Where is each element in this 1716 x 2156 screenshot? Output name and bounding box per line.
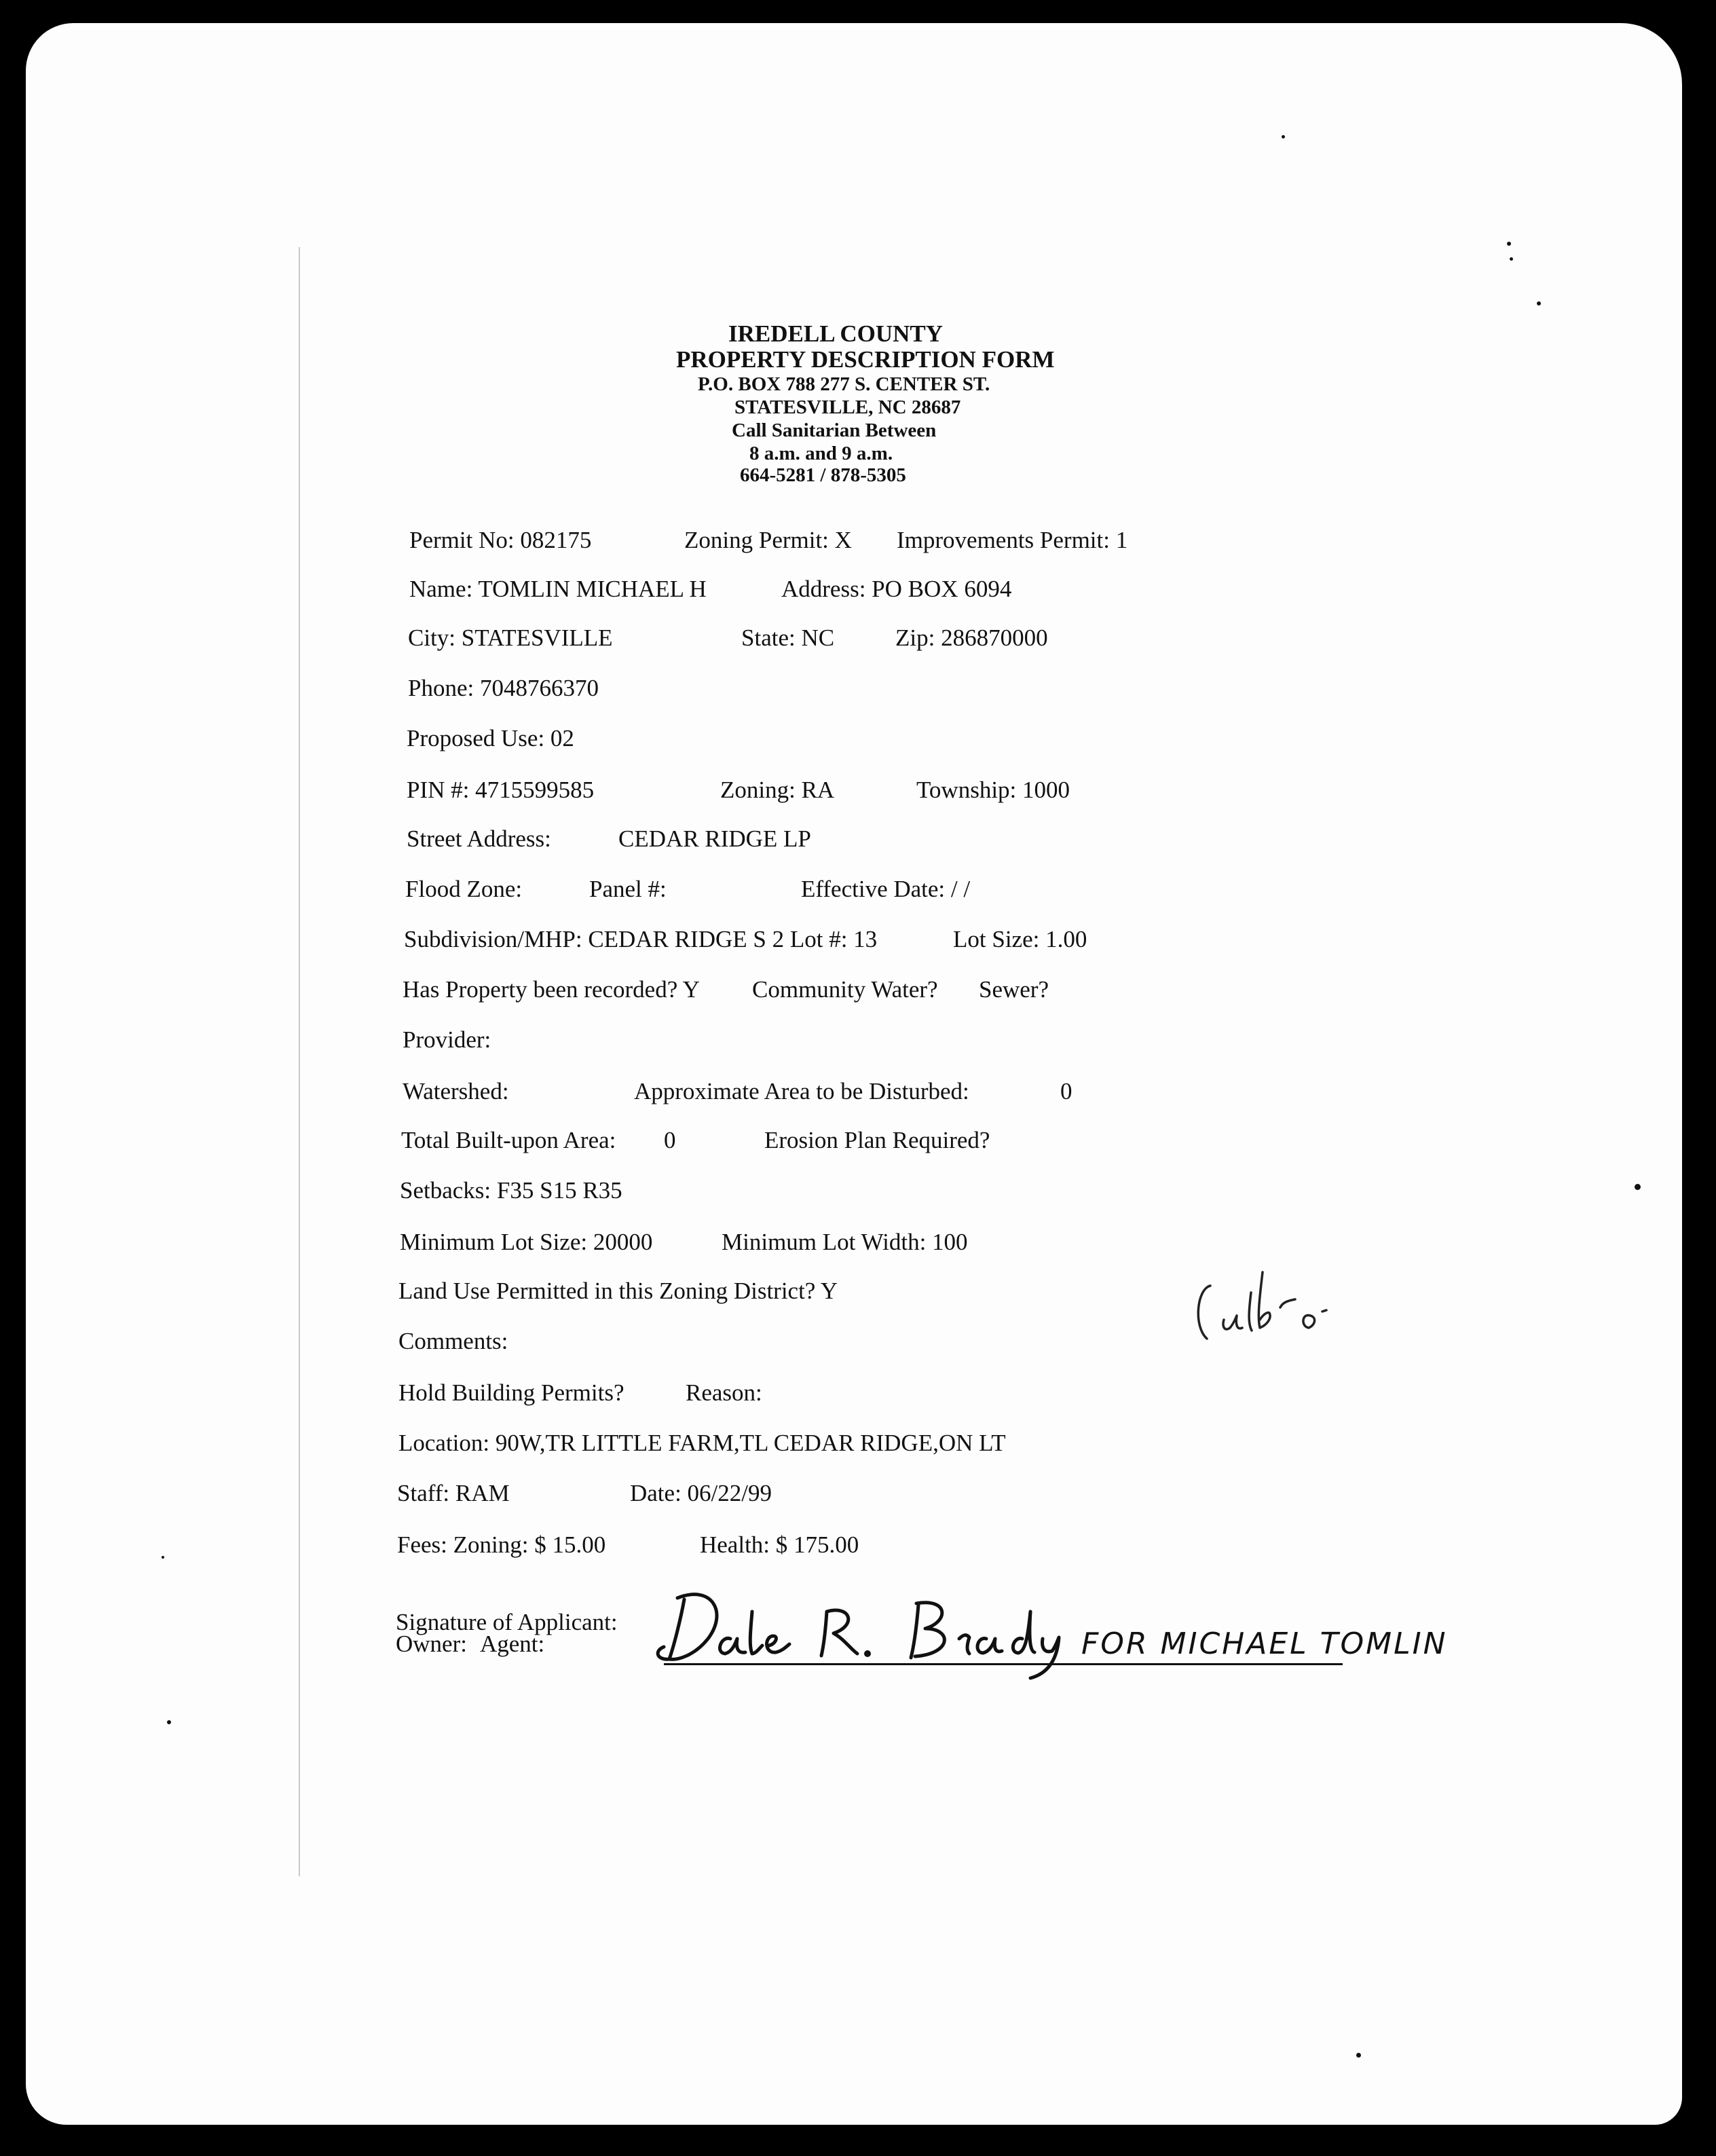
handwritten-for-text: FOR MICHAEL TOMLIN — [1081, 1627, 1448, 1661]
applicant-name: Name: TOMLIN MICHAEL H — [409, 576, 707, 602]
fees-health: Health: $ 175.00 — [700, 1531, 859, 1558]
scan-speck — [1356, 2053, 1361, 2058]
city-line: STATESVILLE, NC 28687 — [734, 396, 961, 418]
margin-rule — [299, 247, 300, 1876]
scan-speck — [1507, 242, 1511, 246]
call-line: Call Sanitarian Between — [732, 420, 937, 441]
scan-speck — [1635, 1184, 1641, 1190]
zoning: Zoning: RA — [720, 777, 835, 803]
sewer: Sewer? — [979, 976, 1049, 1003]
city: City: STATESVILLE — [408, 625, 613, 651]
min-lot-width: Minimum Lot Width: 100 — [722, 1229, 968, 1255]
form-title: PROPERTY DESCRIPTION FORM — [676, 346, 1055, 373]
zoning-permit: Zoning Permit: X — [684, 527, 852, 553]
date: Date: 06/22/99 — [630, 1480, 772, 1506]
hold-building-permits: Hold Building Permits? — [398, 1379, 624, 1406]
comments: Comments: — [398, 1328, 508, 1354]
community-water: Community Water? — [752, 976, 938, 1003]
area-disturbed-value: 0 — [1060, 1078, 1072, 1104]
provider: Provider: — [403, 1026, 491, 1053]
county-title: IREDELL COUNTY — [728, 320, 944, 347]
pin: PIN #: 4715599585 — [407, 777, 595, 803]
built-upon-value: 0 — [664, 1127, 676, 1153]
street-address-value: CEDAR RIDGE LP — [618, 825, 811, 852]
land-use-permitted: Land Use Permitted in this Zoning District? Y — [398, 1278, 838, 1304]
reason: Reason: — [686, 1379, 762, 1406]
watershed: Watershed: — [403, 1078, 509, 1104]
property-recorded: Has Property been recorded? Y — [403, 976, 700, 1003]
lot-size: Lot Size: 1.00 — [953, 926, 1087, 952]
scan-speck — [162, 1556, 164, 1559]
street-address-label: Street Address: — [407, 825, 551, 852]
flood-zone: Flood Zone: — [405, 876, 523, 902]
scan-speck — [1510, 257, 1513, 261]
po-box-line: P.O. BOX 788 277 S. CENTER ST. — [698, 373, 990, 395]
panel-number: Panel #: — [589, 876, 667, 902]
improvements-permit: Improvements Permit: 1 — [897, 527, 1128, 553]
agent-label: Agent: — [480, 1631, 545, 1657]
subdivision: Subdivision/MHP: CEDAR RIDGE S 2 Lot #: 13 — [404, 926, 878, 952]
hours-line: 8 a.m. and 9 a.m. — [749, 443, 893, 464]
handwritten-signature — [650, 1571, 1448, 1679]
setbacks: Setbacks: F35 S15 R35 — [400, 1177, 622, 1204]
built-upon-label: Total Built-upon Area: — [401, 1127, 616, 1153]
state: State: NC — [741, 625, 835, 651]
scan-speck — [167, 1720, 171, 1724]
staff: Staff: RAM — [397, 1480, 510, 1506]
document-page — [26, 23, 1682, 2125]
owner-label: Owner: — [396, 1631, 467, 1657]
scan-speck — [1282, 135, 1285, 138]
zip: Zip: 286870000 — [895, 625, 1048, 651]
permit-no: Permit No: 082175 — [409, 527, 592, 553]
township: Township: 1000 — [916, 777, 1070, 803]
applicant-address: Address: PO BOX 6094 — [781, 576, 1012, 602]
effective-date: Effective Date: / / — [801, 876, 971, 902]
phone: Phone: 7048766370 — [408, 675, 599, 701]
phones-line: 664-5281 / 878-5305 — [740, 464, 906, 486]
signature-label: Signature of Applicant: — [396, 1609, 618, 1635]
margin-handwritten-note — [1187, 1245, 1390, 1347]
fees-zoning: Fees: Zoning: $ 15.00 — [397, 1531, 606, 1558]
proposed-use: Proposed Use: 02 — [407, 725, 574, 751]
min-lot-size: Minimum Lot Size: 20000 — [400, 1229, 653, 1255]
area-disturbed-label: Approximate Area to be Disturbed: — [634, 1078, 969, 1104]
erosion-plan: Erosion Plan Required? — [764, 1127, 990, 1153]
scan-speck — [1537, 301, 1541, 305]
location: Location: 90W,TR LITTLE FARM,TL CEDAR RIDGE,ON LT — [398, 1430, 1006, 1456]
